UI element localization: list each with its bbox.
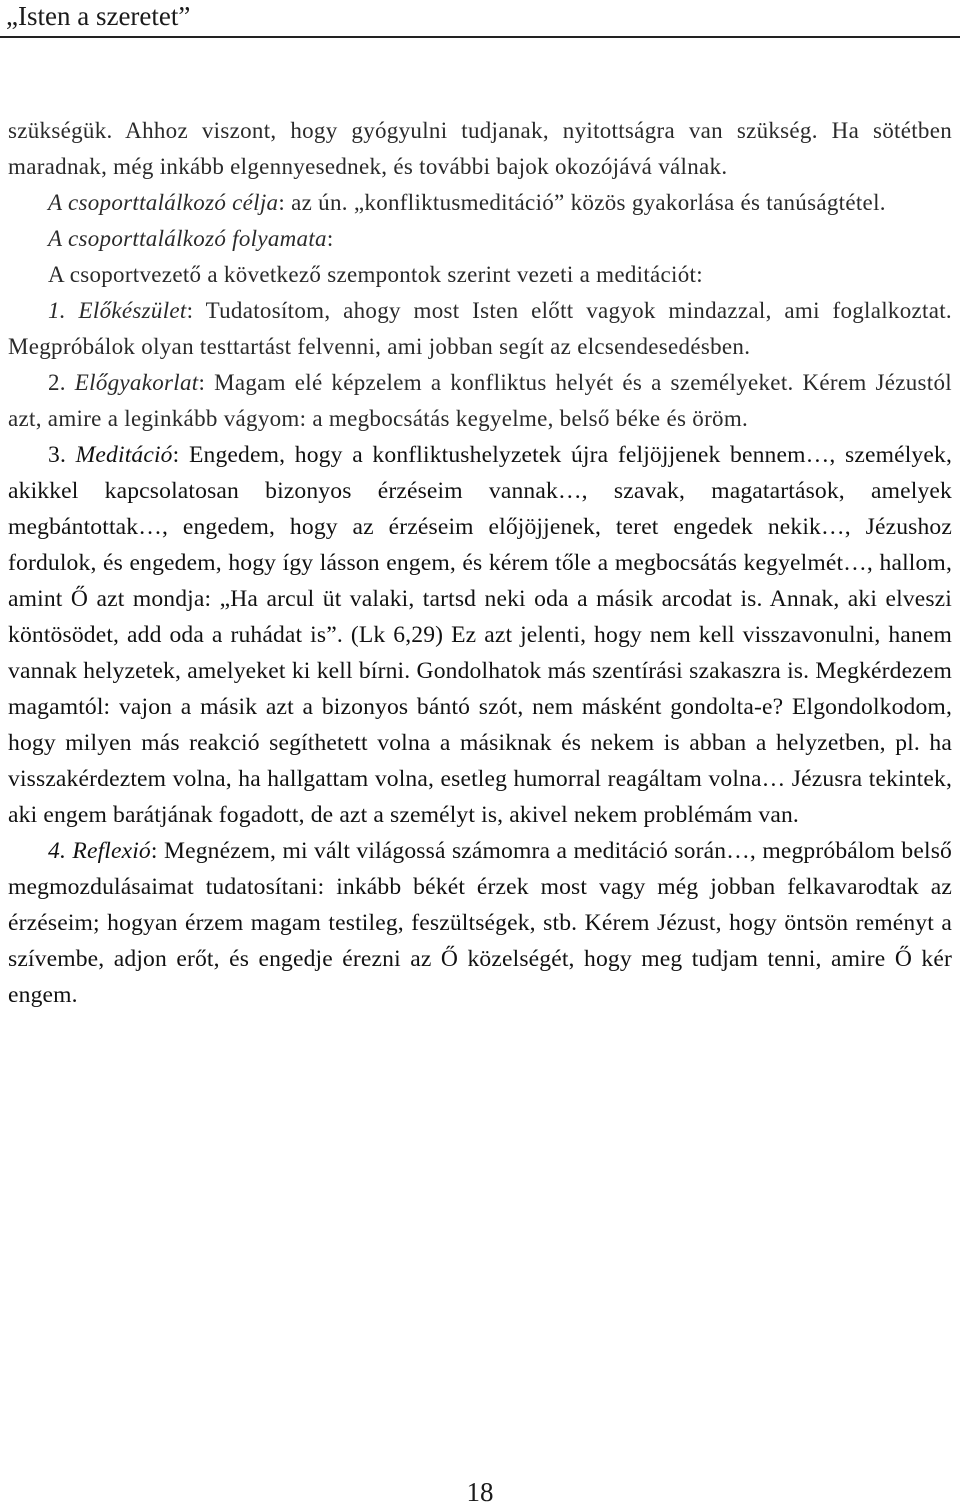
- step-2-number: 2.: [48, 370, 75, 395]
- paragraph-leader-instructions: A csoportvezető a következő szempontok szerint vezeti a meditációt:: [48, 262, 703, 287]
- step-3-text: : Engedem, hogy a konfliktushelyzetek újra feljöjjenek bennem…, személyek, akikkel kapcsolatosan bizonyos érzéseim vannak…, szavak, magatartások, amelyek megbántottak…, engedem, hogy az érzéseim előjöjjenek, teret engedek nekik…, Jézushoz fordulok, és engedem, hogy így lásson engem, és kérem tőle a megbocsátás kegyelmét…, hallom, amint Ő azt mondja: „Ha arcul üt valaki, tartsd neki oda a másik arcodat is. Annak, aki elveszi köntösödet, add oda a ruhádat is”. (Lk 6,29) Ez azt jelenti, hogy nem kell visszavonulni, hanem vannak helyzetek, amelyeket ki kell bírni. Gondolhatok más szentírási szakaszra is. Megkérdezem magamtól: vajon a másik azt a bizonyos bántó szót, nem másként gondolta-e? Elgondolkodom, hogy milyen más reakció segíthetett volna a másiknak és nekem is abban a helyzetben, pl. ha visszakérdeztem volna, ha hallgattam volna, esetleg humorral reagáltam volna… Jézusra tekintek, aki engem barátjának fogadott, de azt a személyt is, akivel nekem problémám van.: [8, 442, 952, 828]
- step-3-label: Meditáció: [75, 442, 173, 468]
- paragraph-step-2: [8, 365, 952, 437]
- header-title: „Isten a szeretet”: [6, 1, 191, 31]
- page-body: [8, 113, 952, 1013]
- step-4-label: Reflexió: [72, 838, 151, 864]
- running-header: [0, 0, 960, 38]
- step-2-label: Előgyakorlat: [74, 370, 199, 395]
- step-4-text: : Megnézem, mi vált világossá számomra a meditáció során…, megpróbálom belső megmozdulásaimat tudatosítani: inkább békét érzek most vagy még jobban felkavarodtak az érzéseim; hogyan érzem magam testileg, feszültségek, stb. Kérem Jézust, hogy öntsön reményt a szívembe, adjon erőt, és engedje érezni az Ő közelségét, hogy meg tudjam tenni, amire Ő kér engem.: [8, 838, 952, 1008]
- step-4-number: 4.: [48, 838, 73, 864]
- step-3-number: 3.: [48, 442, 76, 468]
- paragraph-intro: szükségük. Ahhoz viszont, hogy gyógyulni tudjanak, nyitottságra van szükség. Ha sötétben maradnak, még inkább elgennyesednek, és további bajok okozójává válnak.: [8, 118, 952, 179]
- process-label: A csoporttalálkozó folyamata: [48, 226, 327, 251]
- goal-label: A csoporttalálkozó célja: [48, 190, 279, 215]
- step-2-text: : Magam elé képzelem a konfliktus helyét és a személyeket. Kérem Jézustól azt, amire a leginkább vágyom: a megbocsátás kegyelme, belső béke és öröm.: [8, 370, 952, 431]
- step-1-text: : Tudatosítom, ahogy most Isten előtt vagyok mindazzal, ami foglalkoztat. Megpróbálok olyan testtartást felvenni, ami jobban segít az elcsendesedésben.: [8, 298, 952, 359]
- process-colon: :: [326, 226, 334, 251]
- page-number: 18: [466, 1477, 494, 1507]
- step-1-label: 1. Előkészület: [48, 298, 187, 323]
- paragraph-goal: [8, 185, 952, 221]
- paragraph-step-3: [8, 437, 952, 833]
- paragraph-step-4: [8, 833, 952, 1013]
- paragraph-step-1: [8, 293, 952, 365]
- paragraph-process-heading: [8, 221, 952, 257]
- goal-text: : az ún. „konfliktusmeditáció” közös gyakorlása és tanúságtétel.: [278, 190, 886, 215]
